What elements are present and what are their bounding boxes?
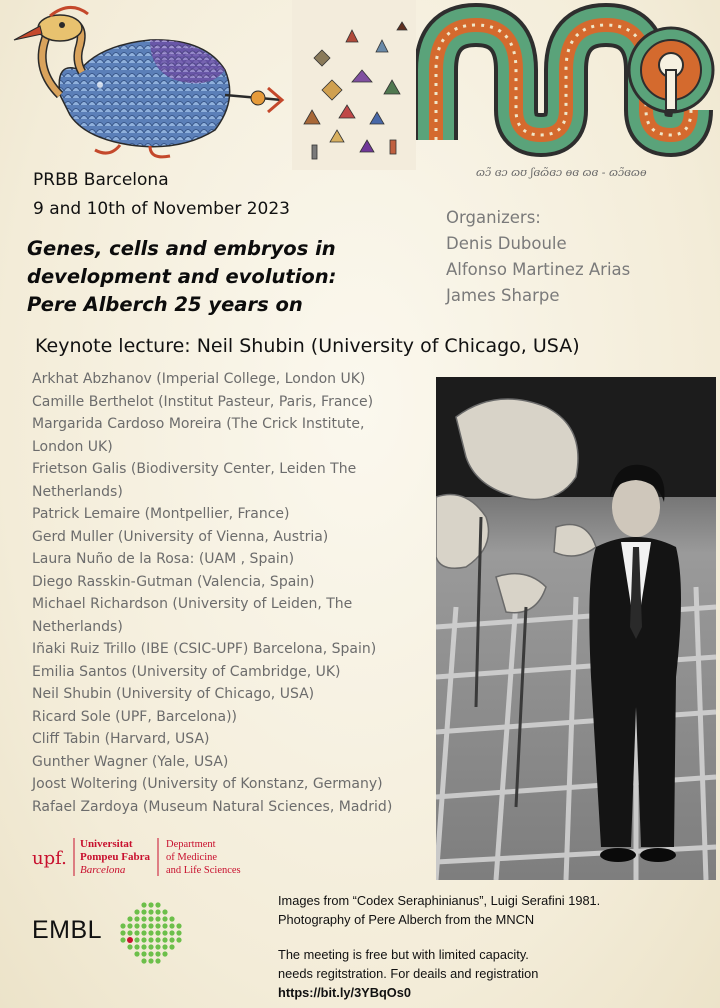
- registration-link[interactable]: https://bit.ly/3YBqOs0: [278, 985, 411, 1000]
- codex-objects-illustration: [292, 0, 416, 170]
- organizers-label: Organizers:: [446, 208, 541, 227]
- embl-wordmark: EMBL: [32, 916, 103, 944]
- speaker-item: Arkhat Abzhanov (Imperial College, London UK): [32, 371, 366, 387]
- credit-line: Images from “Codex Seraphinianus”, Luigi Serafini 1981.: [278, 893, 601, 908]
- speaker-item: Margarida Cardoso Moreira (The Crick Institute, London UK): [32, 416, 365, 455]
- organizers: [446, 205, 630, 309]
- registration-line: The meeting is free but with limited capacity.: [278, 947, 529, 962]
- codex-bird-illustration: [0, 0, 290, 160]
- organizer-name: Alfonso Martinez Arias: [446, 260, 631, 279]
- speaker-item: Gunther Wagner (Yale, USA): [32, 753, 229, 770]
- image-credits: [278, 891, 600, 929]
- upf-dept-line: and Life Sciences: [166, 865, 241, 876]
- upf-mark: upf.: [32, 848, 67, 869]
- embl-hexagon-dots-icon: [117, 900, 187, 970]
- speaker-item: Gerd Muller (University of Vienna, Austria): [32, 528, 329, 545]
- svg-text:ɷɔ̃ ɞɔ ɷʊ ʃɞɷ̃ɞɔ ɵɞ ɷɞ - ɷɔ̃ɞɷ: ɷɔ̃ ɞɔ ɷʊ ʃɞɷ̃ɞɔ ɵɞ ɷɞ - ɷɔ̃ɞɷɵ: [476, 166, 647, 179]
- event-title: [27, 235, 336, 319]
- keynote-lecture: Keynote lecture: Neil Shubin (University of Chicago, USA): [35, 335, 580, 357]
- venue: PRBB Barcelona: [33, 170, 169, 190]
- upf-dept-line: Department: [166, 839, 216, 850]
- pere-alberch-photo: [436, 377, 716, 880]
- speaker-item: Cliff Tabin (Harvard, USA): [32, 731, 210, 747]
- organizer-name: Denis Duboule: [446, 234, 567, 253]
- registration-line: needs regitstration. For deails and registration: [278, 966, 539, 981]
- title-line: Pere Alberch 25 years on: [27, 293, 303, 316]
- speaker-item: Iñaki Ruiz Trillo (IBE (CSIC-UPF) Barcelona, Spain): [32, 641, 377, 657]
- speaker-item: Michael Richardson (University of Leiden, The Netherlands): [32, 596, 353, 635]
- upf-name-line: Universitat: [80, 838, 133, 850]
- upf-name-line: Barcelona: [80, 864, 126, 876]
- speaker-item: Joost Woltering (University of Konstanz, Germany): [32, 776, 383, 792]
- title-line: Genes, cells and embryos in: [27, 237, 336, 260]
- upf-logo: [32, 832, 262, 882]
- speaker-item: Camille Berthelot (Institut Pasteur, Paris, France): [32, 393, 374, 410]
- speaker-list: [32, 368, 432, 818]
- codex-serpent-illustration: [416, 0, 720, 182]
- speaker-item: Diego Rasskin-Gutman (Valencia, Spain): [32, 573, 315, 590]
- title-line: development and evolution:: [27, 265, 337, 288]
- speaker-item: Laura Nuño de la Rosa: (UAM , Spain): [32, 551, 295, 567]
- speaker-item: Frietson Galis (Biodiversity Center, Leiden The Netherlands): [32, 461, 357, 500]
- credit-line: Photography of Pere Alberch from the MNCN: [278, 912, 535, 927]
- organizer-name: James Sharpe: [446, 286, 560, 305]
- registration-info: [278, 945, 538, 1002]
- speaker-item: Rafael Zardoya (Museum Natural Sciences, Madrid): [32, 798, 393, 815]
- speaker-item: Patrick Lemaire (Montpellier, France): [32, 506, 290, 522]
- upf-dept-line: of Medicine: [166, 852, 218, 863]
- upf-name-line: Pompeu Fabra: [80, 851, 150, 863]
- event-dates: 9 and 10th of November 2023: [33, 199, 290, 219]
- speaker-item: Ricard Sole (UPF, Barcelona)): [32, 708, 238, 725]
- speaker-item: Emilia Santos (University of Cambridge, UK): [32, 663, 341, 680]
- embl-logo: [32, 898, 192, 968]
- speaker-item: Neil Shubin (University of Chicago, USA): [32, 686, 315, 702]
